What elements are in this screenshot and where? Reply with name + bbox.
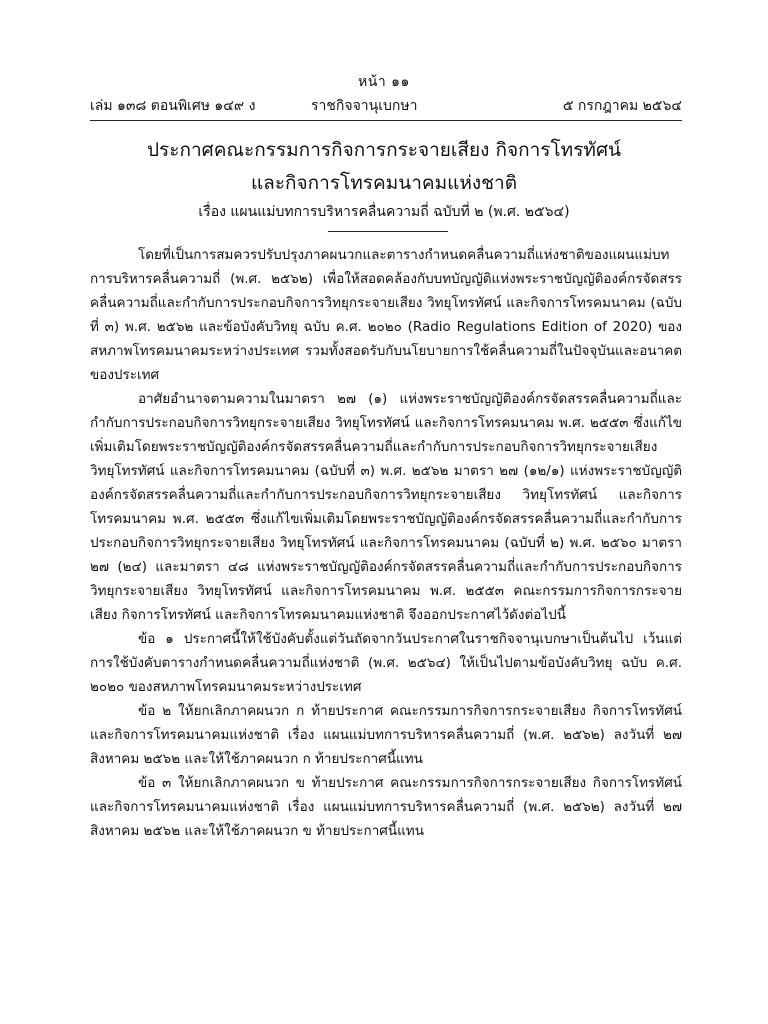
preamble-paragraph: โดยที่เป็นการสมควรปรับปรุงภาคผนวกและตารางกำหนดคลื่นความถี่แห่งชาติของแผนแม่บทการบริหารคลื่นความถี่ (พ.ศ. ๒๕๖๒) เพื่อให้สอดคล้องกับบทบัญญัติแห่งพระราชบัญญัติองค์กรจัดสรรคลื่นความถี่และกำกับการประกอบกิจการวิทยุกระจายเสียง วิทยุโทรทัศน์ และกิจการโทรคมนาคม (ฉบับที่ ๓) พ.ศ. ๒๕๖๒ และข้อบังคับวิทยุ ฉบับ ค.ศ. ๒๐๒๐ (Radio Regulations Edition of 2020) ของสหภาพโทรคมนาคมระหว่างประเทศ รวมทั้งสอดรับกับนโยบายการใช้คลื่นความถี่ในปัจจุบันและอนาคตของประเทศ [90,247,682,383]
publication-name: ราชกิจจานุเบกษา [311,98,418,114]
authority-paragraph: อาศัยอำนาจตามความในมาตรา ๒๗ (๑) แห่งพระราชบัญญัติองค์กรจัดสรรคลื่นความถี่และกำกับการประกอบกิจการวิทยุกระจายเสียง วิทยุโทรทัศน์ และกิจการโทรคมนาคม พ.ศ. ๒๕๕๓ ซึ่งแก้ไขเพิ่มเติมโดยพระราชบัญญัติองค์กรจัดสรรคลื่นความถี่และกำกับการประกอบกิจการวิทยุกระจายเสียง วิทยุโทรทัศน์ และกิจการโทรคมนาคม (ฉบับที่ ๓) พ.ศ. ๒๕๖๒ มาตรา ๒๗ (๑๒/๑) แห่งพระราชบัญญัติองค์กรจัดสรรคลื่นความถี่และกำกับการประกอบกิจการวิทยุกระจายเสียง วิทยุโทรทัศน์ และกิจการโทรคมนาคม พ.ศ. ๒๕๕๓ ซึ่งแก้ไขเพิ่มเติมโดยพระราชบัญญัติองค์กรจัดสรรคลื่นความถี่และกำกับการประกอบกิจการวิทยุกระจายเสียง วิทยุโทรทัศน์ และกิจการโทรคมนาคม (ฉบับที่ ๒) พ.ศ. ๒๕๖๐ มาตรา ๒๗ (๒๔) และมาตรา ๔๘ แห่งพระราชบัญญัติองค์กรจัดสรรคลื่นความถี่และกำกับการประกอบกิจการวิทยุกระจายเสียง วิทยุโทรทัศน์ และกิจการโทรคมนาคม พ.ศ. ๒๕๕๓ คณะกรรมการกิจการกระจายเสียง กิจการโทรทัศน์ และกิจการโทรคมนาคมแห่งชาติ จึงออกประกาศไว้ดังต่อไปนี้ [90,391,682,623]
clause-1-paragraph: ข้อ ๑ ประกาศนี้ให้ใช้บังคับตั้งแต่วันถัดจากวันประกาศในราชกิจจานุเบกษาเป็นต้นไป เว้นแต่ การใช้บังคับตารางกำหนดคลื่นความถี่แห่งชาติ (พ.ศ. ๒๕๖๔) ให้เป็นไปตามข้อบังคับวิทยุ ฉบับ ค.ศ. ๒๐๒๐ ของสหภาพโทรคมนาคมระหว่างประเทศ [90,631,682,695]
header-divider [90,120,682,121]
title-divider [328,231,448,232]
clause-3-paragraph: ข้อ ๓ ให้ยกเลิกภาคผนวก ข ท้ายประกาศ คณะกรรมการกิจการกระจายเสียง กิจการโทรทัศน์ และกิจการโทรคมนาคมแห่งชาติ เรื่อง แผนแม่บทการบริหารคลื่นความถี่ (พ.ศ. ๒๕๖๒) ลงวันที่ ๒๗ สิงหาคม ๒๕๖๒ และให้ใช้ภาคผนวก ข ท้ายประกาศนี้แทน [90,775,682,839]
announcement-body [90,243,682,843]
announcement-subject: เรื่อง แผนแม่บทการบริหารคลื่นความถี่ ฉบับที่ ๒ (พ.ศ. ๒๕๖๔) [198,204,570,220]
gazette-header [90,96,682,116]
publication-date: ๕ กรกฎาคม ๒๕๖๔ [562,98,682,114]
clause-2-paragraph: ข้อ ๒ ให้ยกเลิกภาคผนวก ก ท้ายประกาศ คณะกรรมการกิจการกระจายเสียง กิจการโทรทัศน์ และกิจการโทรคมนาคมแห่งชาติ เรื่อง แผนแม่บทการบริหารคลื่นความถี่ (พ.ศ. ๒๕๖๒) ลงวันที่ ๒๗ สิงหาคม ๒๕๖๒ และให้ใช้ภาคผนวก ก ท้ายประกาศนี้แทน [90,703,682,767]
page-number: หน้า ๑๑ [358,74,410,90]
announcement-title-line2: และกิจการโทรคมนาคมแห่งชาติ [250,172,518,194]
announcement-title-line1: ประกาศคณะกรรมการกิจการกระจายเสียง กิจการโทรทัศน์ [147,139,621,161]
volume-issue: เล่ม ๑๓๘ ตอนพิเศษ ๑๔๙ ง [90,98,256,114]
